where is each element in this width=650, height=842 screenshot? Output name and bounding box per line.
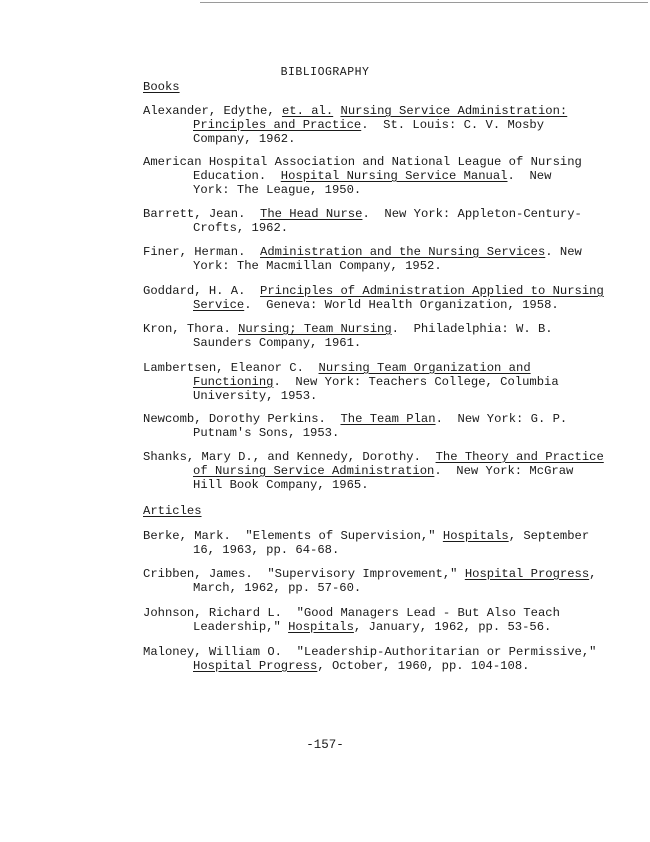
entry-line: Saunders Company, 1961. <box>193 336 362 350</box>
book-title: Principles and Practice <box>193 118 362 132</box>
entry-line: Lambertsen, Eleanor C. Nursing Team Organization and <box>143 361 531 375</box>
book-title: Functioning <box>193 375 274 389</box>
bib-entry-johnson <box>143 606 643 634</box>
journal-title: Hospitals <box>442 529 509 543</box>
book-title: The Theory and Practice <box>435 450 604 464</box>
journal-title: Hospital Progress <box>464 567 590 581</box>
bib-entry-kron <box>143 322 643 350</box>
bib-entry-goddard <box>143 284 643 312</box>
bib-entry-cribben <box>143 567 643 595</box>
entry-line: Kron, Thora. Nursing; Team Nursing. Philadelphia: W. B. <box>143 322 553 336</box>
entry-line: Berke, Mark. "Elements of Supervision," Hospitals, September <box>143 529 590 543</box>
entry-line: Education. Hospital Nursing Service Manual. New <box>193 169 552 183</box>
entry-line: of Nursing Service Administration. New York: McGraw <box>193 464 574 478</box>
entry-line: York: The League, 1950. <box>193 183 362 197</box>
book-title: Nursing Service Administration: <box>340 104 568 118</box>
entry-line: Functioning. New York: Teachers College, Columbia <box>193 375 559 389</box>
entry-line: Finer, Herman. Administration and the Nursing Services. New <box>143 245 582 259</box>
entry-line: Putnam's Sons, 1953. <box>193 426 340 440</box>
section-heading-articles: Articles <box>143 504 202 518</box>
entry-line: Goddard, H. A. Principles of Administration Applied to Nursing <box>143 284 604 298</box>
entry-line: Leadership," Hospitals, January, 1962, pp. 53-56. <box>193 620 552 634</box>
entry-line: Johnson, Richard L. "Good Managers Lead - But Also Teach <box>143 606 560 620</box>
bib-entry-aha <box>143 155 643 197</box>
entry-line: 16, 1963, pp. 64-68. <box>193 543 340 557</box>
title-underlined: et. al. <box>281 104 334 118</box>
book-title: Hospital Nursing Service Manual <box>280 169 508 183</box>
entry-line: American Hospital Association and National League of Nursing <box>143 155 582 169</box>
top-rule <box>200 2 648 3</box>
bib-entry-shanks <box>143 450 643 492</box>
bib-entry-alexander <box>143 104 643 146</box>
entry-line: Maloney, William O. "Leadership-Authoritarian or Permissive," <box>143 645 597 659</box>
bib-entry-berke <box>143 529 643 557</box>
entry-line: Hill Book Company, 1965. <box>193 478 369 492</box>
bib-entry-finer <box>143 245 643 273</box>
entry-line: Company, 1962. <box>193 132 296 146</box>
entry-line: Hospital Progress, October, 1960, pp. 104-108. <box>193 659 530 673</box>
book-title: Nursing; Team Nursing <box>238 322 392 336</box>
bib-entry-newcomb <box>143 412 643 440</box>
journal-title: Hospitals <box>288 620 354 634</box>
book-title: Administration and the Nursing Services <box>260 245 546 259</box>
entry-line: Newcomb, Dorothy Perkins. The Team Plan. New York: G. P. <box>143 412 568 426</box>
entry-line: York: The Macmillan Company, 1952. <box>193 259 442 273</box>
book-title: Principles of Administration Applied to Nursing <box>260 284 604 298</box>
entry-line: Shanks, Mary D., and Kennedy, Dorothy. The Theory and Practice <box>143 450 604 464</box>
entry-line: Cribben, James. "Supervisory Improvement," Hospital Progress, <box>143 567 597 581</box>
entry-line: Alexander, Edythe, et. al. Nursing Service Administration: <box>143 104 568 118</box>
book-title: Nursing Team Organization and <box>318 361 531 375</box>
bib-entry-lambertsen <box>143 361 643 403</box>
entry-line: Crofts, 1962. <box>193 221 289 235</box>
book-title: The Head Nurse <box>260 207 363 221</box>
book-title: Service <box>193 298 245 312</box>
entry-line: Service. Geneva: World Health Organization, 1958. <box>193 298 559 312</box>
page-number: -157- <box>306 738 344 752</box>
entry-line: March, 1962, pp. 57-60. <box>193 581 362 595</box>
book-title: The Team Plan <box>340 412 436 426</box>
book-title: of Nursing Service Administration <box>193 464 435 478</box>
entry-line: University, 1953. <box>193 389 318 403</box>
journal-title: Hospital Progress <box>193 659 318 673</box>
section-heading-books: Books <box>143 80 180 94</box>
page-title: BIBLIOGRAPHY <box>280 66 370 79</box>
bib-entry-maloney <box>143 645 643 673</box>
bib-entry-barrett <box>143 207 643 235</box>
entry-line: Barrett, Jean. The Head Nurse. New York: Appleton-Century- <box>143 207 582 221</box>
entry-line: Principles and Practice. St. Louis: C. V. Mosby <box>193 118 545 132</box>
